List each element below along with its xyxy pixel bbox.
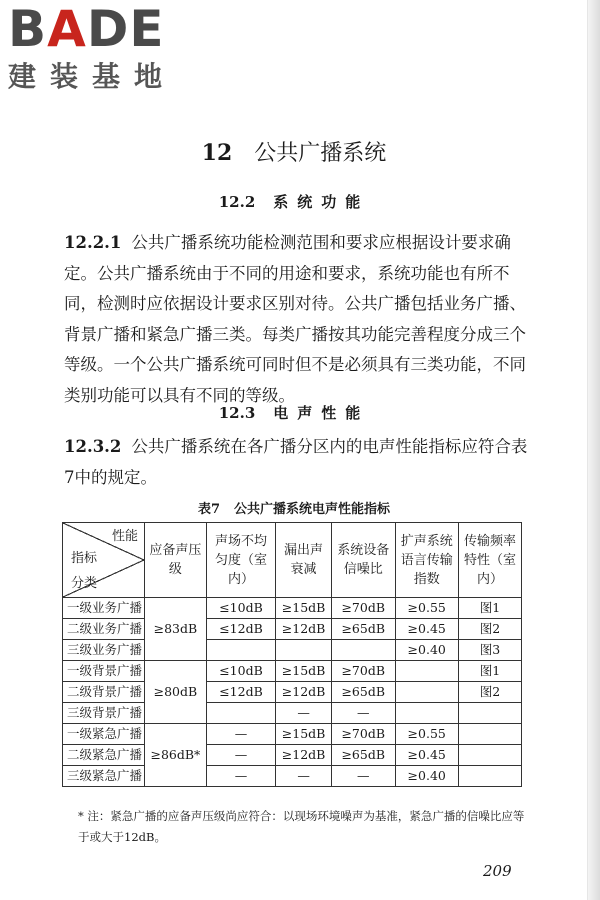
chapter-name: 公共广播系统 — [254, 141, 387, 166]
table-row: 一级背景广播 ≥80dB ≤10dB ≥15dB ≥70dB 图1 — [63, 661, 522, 682]
table-row: 三级紧急广播 — — — ≥0.40 — [63, 766, 522, 787]
table-row: 二级背景广播 ≤12dB ≥12dB ≥65dB 图2 — [63, 682, 522, 703]
table-row: 一级紧急广播 ≥86dB* — ≥15dB ≥70dB ≥0.55 — [63, 724, 522, 745]
bade-logo — [8, 2, 176, 94]
page-number: 209 — [483, 862, 512, 880]
clause-12-2-1 — [64, 228, 534, 411]
spl-cell: ≥83dB — [145, 598, 207, 661]
chapter-number: 12 — [201, 140, 233, 166]
table-row: 三级业务广播 ≥0.40 图3 — [63, 640, 522, 661]
spl-cell: ≥80dB — [145, 661, 207, 724]
table-header-row — [63, 523, 522, 598]
diagonal-header-cell: 性能 指标 分类 — [63, 523, 145, 598]
spl-cell: ≥86dB* — [145, 724, 207, 787]
page-edge-shadow — [587, 0, 600, 900]
logo-subtitle: 建装基地 — [8, 60, 177, 93]
table-row: 二级业务广播 ≤12dB ≥12dB ≥65dB ≥0.45 图2 — [63, 619, 522, 640]
logo-wordmark: BADE — [8, 0, 165, 58]
table-row: 一级业务广播 ≥83dB ≤10dB ≥15dB ≥70dB ≥0.55 图1 — [63, 598, 522, 619]
header-cell: 漏出声衰减 — [276, 523, 332, 598]
header-cell: 声场不均匀度（室内） — [206, 523, 275, 598]
clause-number: 12.2.1 — [64, 233, 122, 252]
header-cell: 系统设备信噪比 — [331, 523, 395, 598]
clause-text: 公共广播系统功能检测范围和要求应根据设计要求确定。公共广播系统由于不同的用途和要求，系统功能也有所不同，检测时应依据设计要求区别对待。公共广播包括业务广播、背景广播和紧急广播三类。每类广播按其功能完善程度分成三个等级。一个公共广播系统可同时但不是必须具有三类功能，不同类别功能可以具有不同的等级。 — [64, 233, 526, 405]
clause-number: 12.3.2 — [64, 437, 122, 456]
chapter-title — [0, 136, 588, 167]
section-heading-12-2: 12.2 系统功能 — [218, 193, 370, 211]
clause-text: 公共广播系统在各广播分区内的电声性能指标应符合表7中的规定。 — [64, 437, 528, 487]
table-row: 三级背景广播 — — — [63, 703, 522, 724]
table-row: 二级紧急广播 — ≥12dB ≥65dB ≥0.45 — [63, 745, 522, 766]
table-caption: 表7 公共广播系统电声性能指标 — [197, 502, 391, 517]
clause-12-3-2 — [64, 432, 534, 493]
header-cell: 应备声压级 — [145, 523, 207, 598]
performance-table — [62, 522, 522, 787]
header-cell: 传输频率特性（室内） — [458, 523, 521, 598]
header-cell: 扩声系统语言传输指数 — [395, 523, 458, 598]
section-heading-12-3: 12.3 电声性能 — [218, 404, 370, 422]
table-footnote: * 注：紧急广播的应备声压级尚应符合：以现场环境噪声为基准，紧急广播的信噪比应等于或大于12dB。 — [78, 809, 525, 844]
